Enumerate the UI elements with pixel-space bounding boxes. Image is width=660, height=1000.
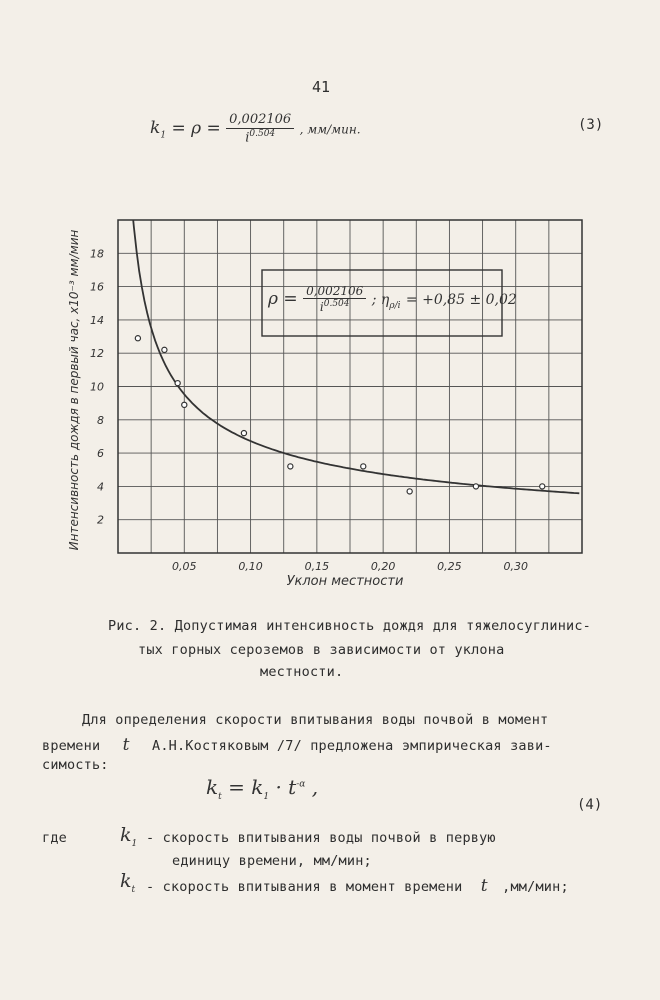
inset-corr-value: = +0,85 ± 0,02 [405,291,517,308]
y-tick-label: 18 [90,247,104,261]
inset-formula [268,284,517,315]
where-kt: $k_t$ [120,870,136,895]
where-k1: $k_1$ [120,824,138,849]
eq3-units: , мм/мин. [299,122,361,137]
equation-4 [206,775,318,802]
caption-line-1: Рис. 2. Допустимая интенсивность дождя для тяжелосуглинис- [108,618,592,634]
y-tick-label: 8 [97,413,104,427]
page-number: 41 [312,78,331,96]
data-point [288,464,293,469]
x-tick-label: 0,25 [437,560,462,573]
inset-numerator: 0,002106 [303,284,366,299]
x-tick-label: 0,30 [503,560,528,573]
y-tick-label: 4 [97,480,104,494]
data-points [135,336,545,494]
y-tick-label: 10 [90,380,104,394]
inset-lhs: ρ = [268,288,298,309]
eq3-denominator: $i^{0.504}$ [245,128,276,145]
y-tick-label: 12 [90,347,104,361]
inset-corr: ; $\eta_{\rho/i}$ [371,291,401,311]
data-point [135,336,140,341]
y-tick-label: 6 [97,447,104,461]
para-line-2: времени t А.Н.Костяковым /7/ предложена эмпирическая зави- [42,735,552,755]
y-axis-label: Интенсивность дождя в первый час, x10⁻³ мм/мин [67,229,81,551]
data-point [361,464,366,469]
eq4-lhs: $k_t$ [206,775,222,802]
eq3-equals: = ρ = [171,118,221,139]
eq3-numerator: 0,002106 [226,112,294,129]
eq3-lhs: $k_1$ [150,118,167,141]
fit-curve [133,220,579,493]
eq4-k1: = $k_1$ [228,775,270,802]
data-point [407,489,412,494]
where-label: где [42,830,67,846]
data-point [175,381,180,386]
para-line-3: симость: [42,757,109,773]
x-axis-label: Уклон местности [286,574,404,589]
eq4-tail: , [311,775,319,799]
equation-4-number: (4) [577,797,603,813]
caption-line-2: тых горных сероземов в зависимости от уклона [138,642,505,658]
where-item1-line2: единицу времени, мм/мин; [172,853,372,869]
data-point [162,347,167,352]
y-tick-label: 2 [97,513,104,527]
para-symbol-t: t [122,735,130,755]
where-item2: - скорость впитывания в момент времени t ,мм/мин; [146,876,569,896]
x-tick-label: 0,05 [172,560,197,573]
y-tick-label: 14 [90,313,104,327]
data-point [540,484,545,489]
data-point [473,484,478,489]
caption-line-3: местности. [260,664,344,680]
x-tick-label: 0,15 [304,560,330,573]
eq4-t: · $t^{-\alpha}$ [275,775,306,799]
data-point [182,402,187,407]
inset-denominator: $i^{0.504}$ [319,299,350,315]
equation-3-number: (3) [578,117,604,133]
where-item1-line1: - скорость впитывания воды почвой в первую [146,830,496,846]
x-tick-label: 0,10 [238,560,263,573]
x-tick-label: 0,20 [370,560,396,573]
data-point [241,431,246,436]
para-line-1: Для определения скорости впитывания воды почвой в момент [82,712,549,728]
inset-fraction [303,284,366,315]
y-tick-label: 16 [90,280,104,294]
where-item2-t: t [480,876,488,896]
